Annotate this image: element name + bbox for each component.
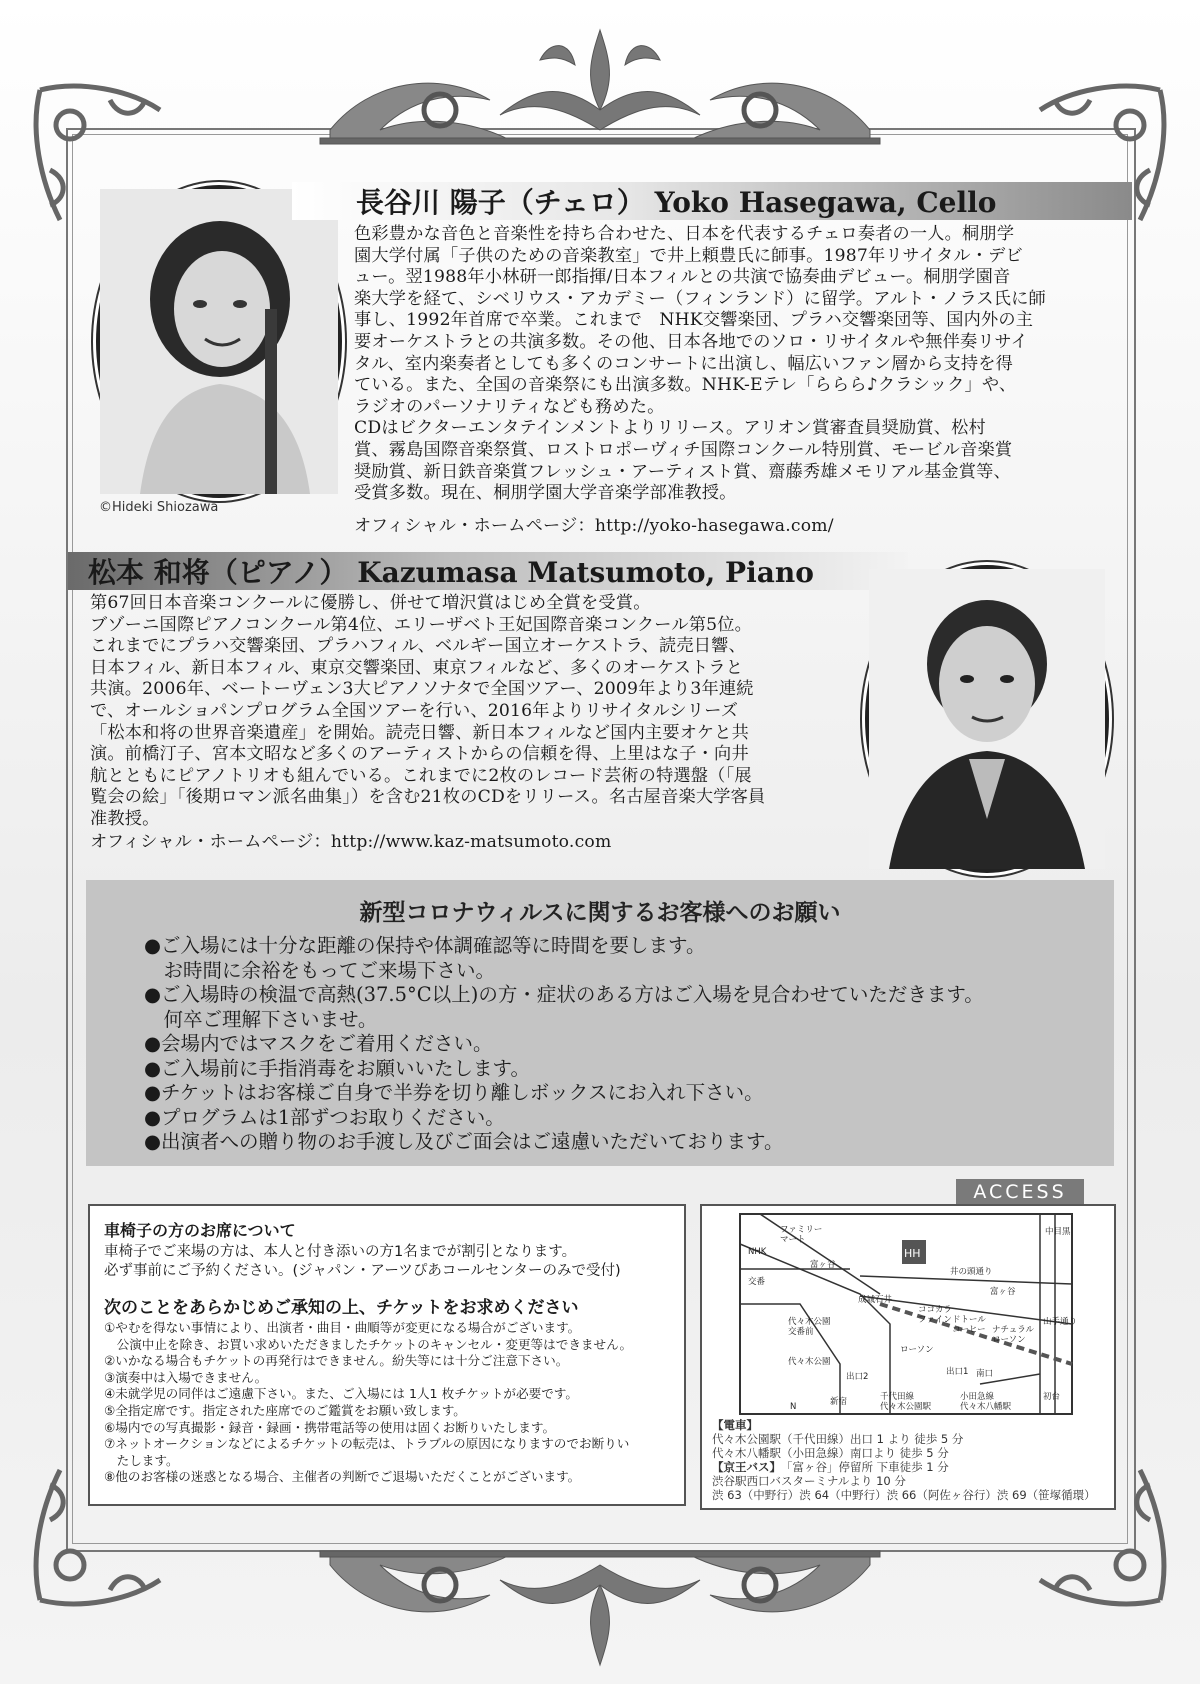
map-label: 出口2 bbox=[846, 1372, 869, 1382]
rule-item: ⑧他のお客様の迷惑となる場合、主催者の判断でご退場いただくことがございます。 bbox=[104, 1469, 581, 1485]
rule-item: ⑦ネットオークションなどによるチケットの転売は、トラブルの原因になりますのでお断りい たします。 bbox=[104, 1436, 630, 1468]
covid-notice-item: ●プログラムは1部ずつお取りください。 bbox=[144, 1105, 505, 1129]
hall-label: HH bbox=[904, 1247, 921, 1260]
map-label: 富ヶ谷 bbox=[810, 1260, 836, 1270]
map-label: NHK bbox=[748, 1247, 767, 1257]
wheelchair-rules-box bbox=[88, 1204, 686, 1506]
wheelchair-text: 車椅子でご来場の方は、本人と付き添いの方1名までが割引となります。 必ず事前にご予約ください。(ジャパン・アーツぴあコールセンターのみで受付) bbox=[104, 1244, 621, 1279]
train-heading: 【電車】 bbox=[712, 1418, 758, 1432]
rules-list bbox=[104, 1320, 684, 1486]
map-label: 新宿 bbox=[830, 1397, 848, 1407]
rule-item: ④未就学児の同伴はご遠慮下さい。また、ご入場には 1人1 枚チケットが必要です。 bbox=[104, 1386, 578, 1402]
map-label: 井の頭通り bbox=[950, 1267, 993, 1277]
access-tab: ACCESS bbox=[956, 1179, 1084, 1205]
artist1-homepage: オフィシャル・ホームページ：http://yoko-hasegawa.com/ bbox=[354, 516, 834, 536]
map-label: 千代田線代々木公園駅 bbox=[880, 1392, 932, 1412]
covid-notice-item: ●チケットはお客様ご自身で半券を切り離しボックスにお入れ下さい。 bbox=[144, 1081, 764, 1104]
map-label: 成城石井 bbox=[858, 1295, 893, 1305]
artist2-bio: 第67回日本音楽コンクールに優勝し、併せて増沢賞はじめ全賞を受賞。 ブゾーニ国際ピアノコンクール第4位、エリーザベト王妃国際音楽コンクール第5位。 これまでにプラハ交響楽団、プラハフィル、ベルギー国立オーケストラ、読売日響、 日本フィル、新日本フィル、東京交響楽団、東京フィルなど、多くのオーケストラと 共演。2006年、ベートーヴェン3大ピアノソナタで全国ツアー、2009年より3年連続 で、オールショパンプログラム全国ツアーを行い、2016年よりリサイタルシリーズ 「松本和将の世界音楽遺産」を開始。読売日響、新日本フィルなど国内主要オケと共 演。前橋汀子、宮本文昭など多くのアーティストからの信頼を得、上里はな子・向井 航とともにピアノトリオも組んでいる。これまでに2枚のレコード芸術の特選盤（「展 覧会の絵」「後期ロマン派名曲集」）を含む21枚のCDをリリース。名古屋音楽大学客員 准教授。 bbox=[90, 593, 766, 829]
covid-notice-item: ●会場内ではマスクをご着用ください。 bbox=[144, 1032, 493, 1055]
artist2-title-bar bbox=[68, 552, 908, 590]
covid-notice-item: ●ご入場には十分な距離の保持や体調確認等に時間を要します。 お時間に余裕をもってご来場下さい。 bbox=[144, 934, 706, 982]
access-box bbox=[700, 1204, 1116, 1510]
bus-line: 渋谷駅西口バスターミナルより 10 分 bbox=[712, 1474, 906, 1488]
access-directions bbox=[712, 1418, 1096, 1502]
rule-item: ①やむを得ない事情により、出演者・曲目・曲順等が変更になる場合がございます。 公演中止を除き、お買い求めいただきましたチケットのキャンセル・変更等はできません。 bbox=[104, 1320, 633, 1352]
access-map bbox=[740, 1214, 1078, 1414]
wheelchair-heading: 車椅子の方のお席について bbox=[104, 1221, 296, 1240]
covid-notice-item: ●出演者への贈り物のお手渡し及びご面会はご遠慮いただいております。 bbox=[144, 1130, 784, 1153]
map-label: ココカラファイン bbox=[918, 1305, 953, 1325]
cellist-photo bbox=[96, 185, 342, 498]
rule-item: ⑤全指定席です。指定された座席でのご鑑賞をお願い致します。 bbox=[104, 1402, 466, 1418]
artist1-title-bar bbox=[292, 182, 1132, 220]
map-label: ナチュラルローソン bbox=[992, 1325, 1034, 1345]
pianist-photo bbox=[865, 565, 1109, 873]
map-label: 出口1 bbox=[946, 1367, 969, 1377]
north-arrow-label: N bbox=[790, 1402, 797, 1412]
map-label: 中目黒 bbox=[1045, 1227, 1071, 1237]
bus-line: 渋 63（中野行）渋 64（中野行）渋 66（阿佐ヶ谷行）渋 69（笹塚循環） bbox=[712, 1488, 1096, 1502]
rule-item: ③演奏中は入場できません。 bbox=[104, 1369, 268, 1385]
covid-notice-item: ●ご入場時の検温で高熱(37.5°C以上)の方・症状のある方はご入場を見合わせていただきます。 何卒ご理解下さいませ。 bbox=[144, 983, 984, 1031]
map-label: ローソン bbox=[900, 1345, 934, 1355]
artist2-homepage: オフィシャル・ホームページ：http://www.kaz-matsumoto.com bbox=[90, 832, 612, 852]
top-ornament bbox=[300, 20, 900, 170]
rule-item: ②いかなる場合もチケットの再発行はできません。紛失等には十分ご注意下さい。 bbox=[104, 1353, 569, 1369]
map-label: 交番 bbox=[748, 1277, 766, 1287]
artist1-title: 長谷川 陽子（チェロ） Yoko Hasegawa, Cello bbox=[356, 186, 997, 219]
artist1-bio: 色彩豊かな音色と音楽性を持ち合わせた、日本を代表するチェロ奏者の一人。桐朋学 園大学付属「子供のための音楽教室」で井上頼豊氏に師事。1987年リサイタル・デビ ュー。翌1988年小林研一郎指揮/日本フィルとの共演で協奏曲デビュー。桐朋学園音 楽大学を経て、シベリウス・アカデミー（フィンランド）に留学。アルト・ノラス氏に師 事し、1992年首席で卒業。これまで NHK交響楽団、プラハ交響楽団等、国内外の主 要オーケストラとの共演多数。その他、日本各地でのソロ・リサイタルや無伴奏リサイ タル、室内楽奏者としても多くのコンサートに出演し、幅広いファン層から支持を得 ている。また、全国の音楽祭にも出演多数。NHK-Eテレ「ららら♪クラシック」や、 ラジオのパーソナリティなども務めた。 CDはビクターエンタテインメントよりリリース。アリオン賞審査員奨励賞、松村 賞、霧島国際音楽祭賞、ロストロポーヴィチ国際コンクール特別賞、モービル音楽賞 奨励賞、新日鉄音楽賞フレッシュ・アーティスト賞、齋藤秀雄メモリアル基金賞等、 受賞多数。現在、桐朋学園大学音楽学部准教授。 bbox=[354, 224, 1046, 504]
map-label: ファミリーマート bbox=[780, 1225, 823, 1245]
covid-notice-item: ●ご入場前に手指消毒をお願いいたします。 bbox=[144, 1056, 530, 1080]
bus-heading: 【京王バス】 bbox=[712, 1460, 781, 1474]
portrait-icon bbox=[100, 189, 338, 494]
train-line: 代々木公園駅（千代田線）出口 1 より 徒歩 5 分 bbox=[712, 1432, 964, 1446]
map-label: 南口 bbox=[976, 1369, 994, 1379]
bottom-ornament bbox=[300, 1525, 900, 1675]
map-label: 初台 bbox=[1043, 1392, 1061, 1402]
map-label: ドトールコーヒー bbox=[952, 1315, 986, 1335]
map-label: 富ヶ谷 bbox=[990, 1287, 1016, 1297]
artist2-title: 松本 和将（ピアノ） Kazumasa Matsumoto, Piano bbox=[88, 556, 814, 589]
map-label: 代々木公園交番前 bbox=[788, 1317, 831, 1337]
rule-item: ⑥場内での写真撮影・録音・録画・携帯電話等の使用は固くお断りいたします。 bbox=[104, 1419, 556, 1435]
map-label: 小田急線代々木八幡駅 bbox=[960, 1392, 1012, 1412]
covid-notice-heading: 新型コロナウィルスに関するお客様へのお願い bbox=[359, 900, 841, 926]
rules-heading: 次のことをあらかじめご承知の上、チケットをお求めください bbox=[104, 1298, 579, 1318]
map-label: 山手通り bbox=[1043, 1317, 1078, 1327]
covid-notice bbox=[86, 880, 1114, 1166]
bus-head-text: 「富ヶ谷」停留所 下車徒歩 1 分 bbox=[781, 1460, 949, 1474]
portrait-icon bbox=[869, 569, 1105, 869]
photo-credit: ©Hideki Shiozawa bbox=[99, 500, 219, 515]
covid-notice-list bbox=[144, 934, 984, 1155]
map-label: 代々木公園 bbox=[788, 1357, 831, 1367]
train-line: 代々木八幡駅（小田急線）南口より 徒歩 5 分 bbox=[712, 1446, 949, 1460]
